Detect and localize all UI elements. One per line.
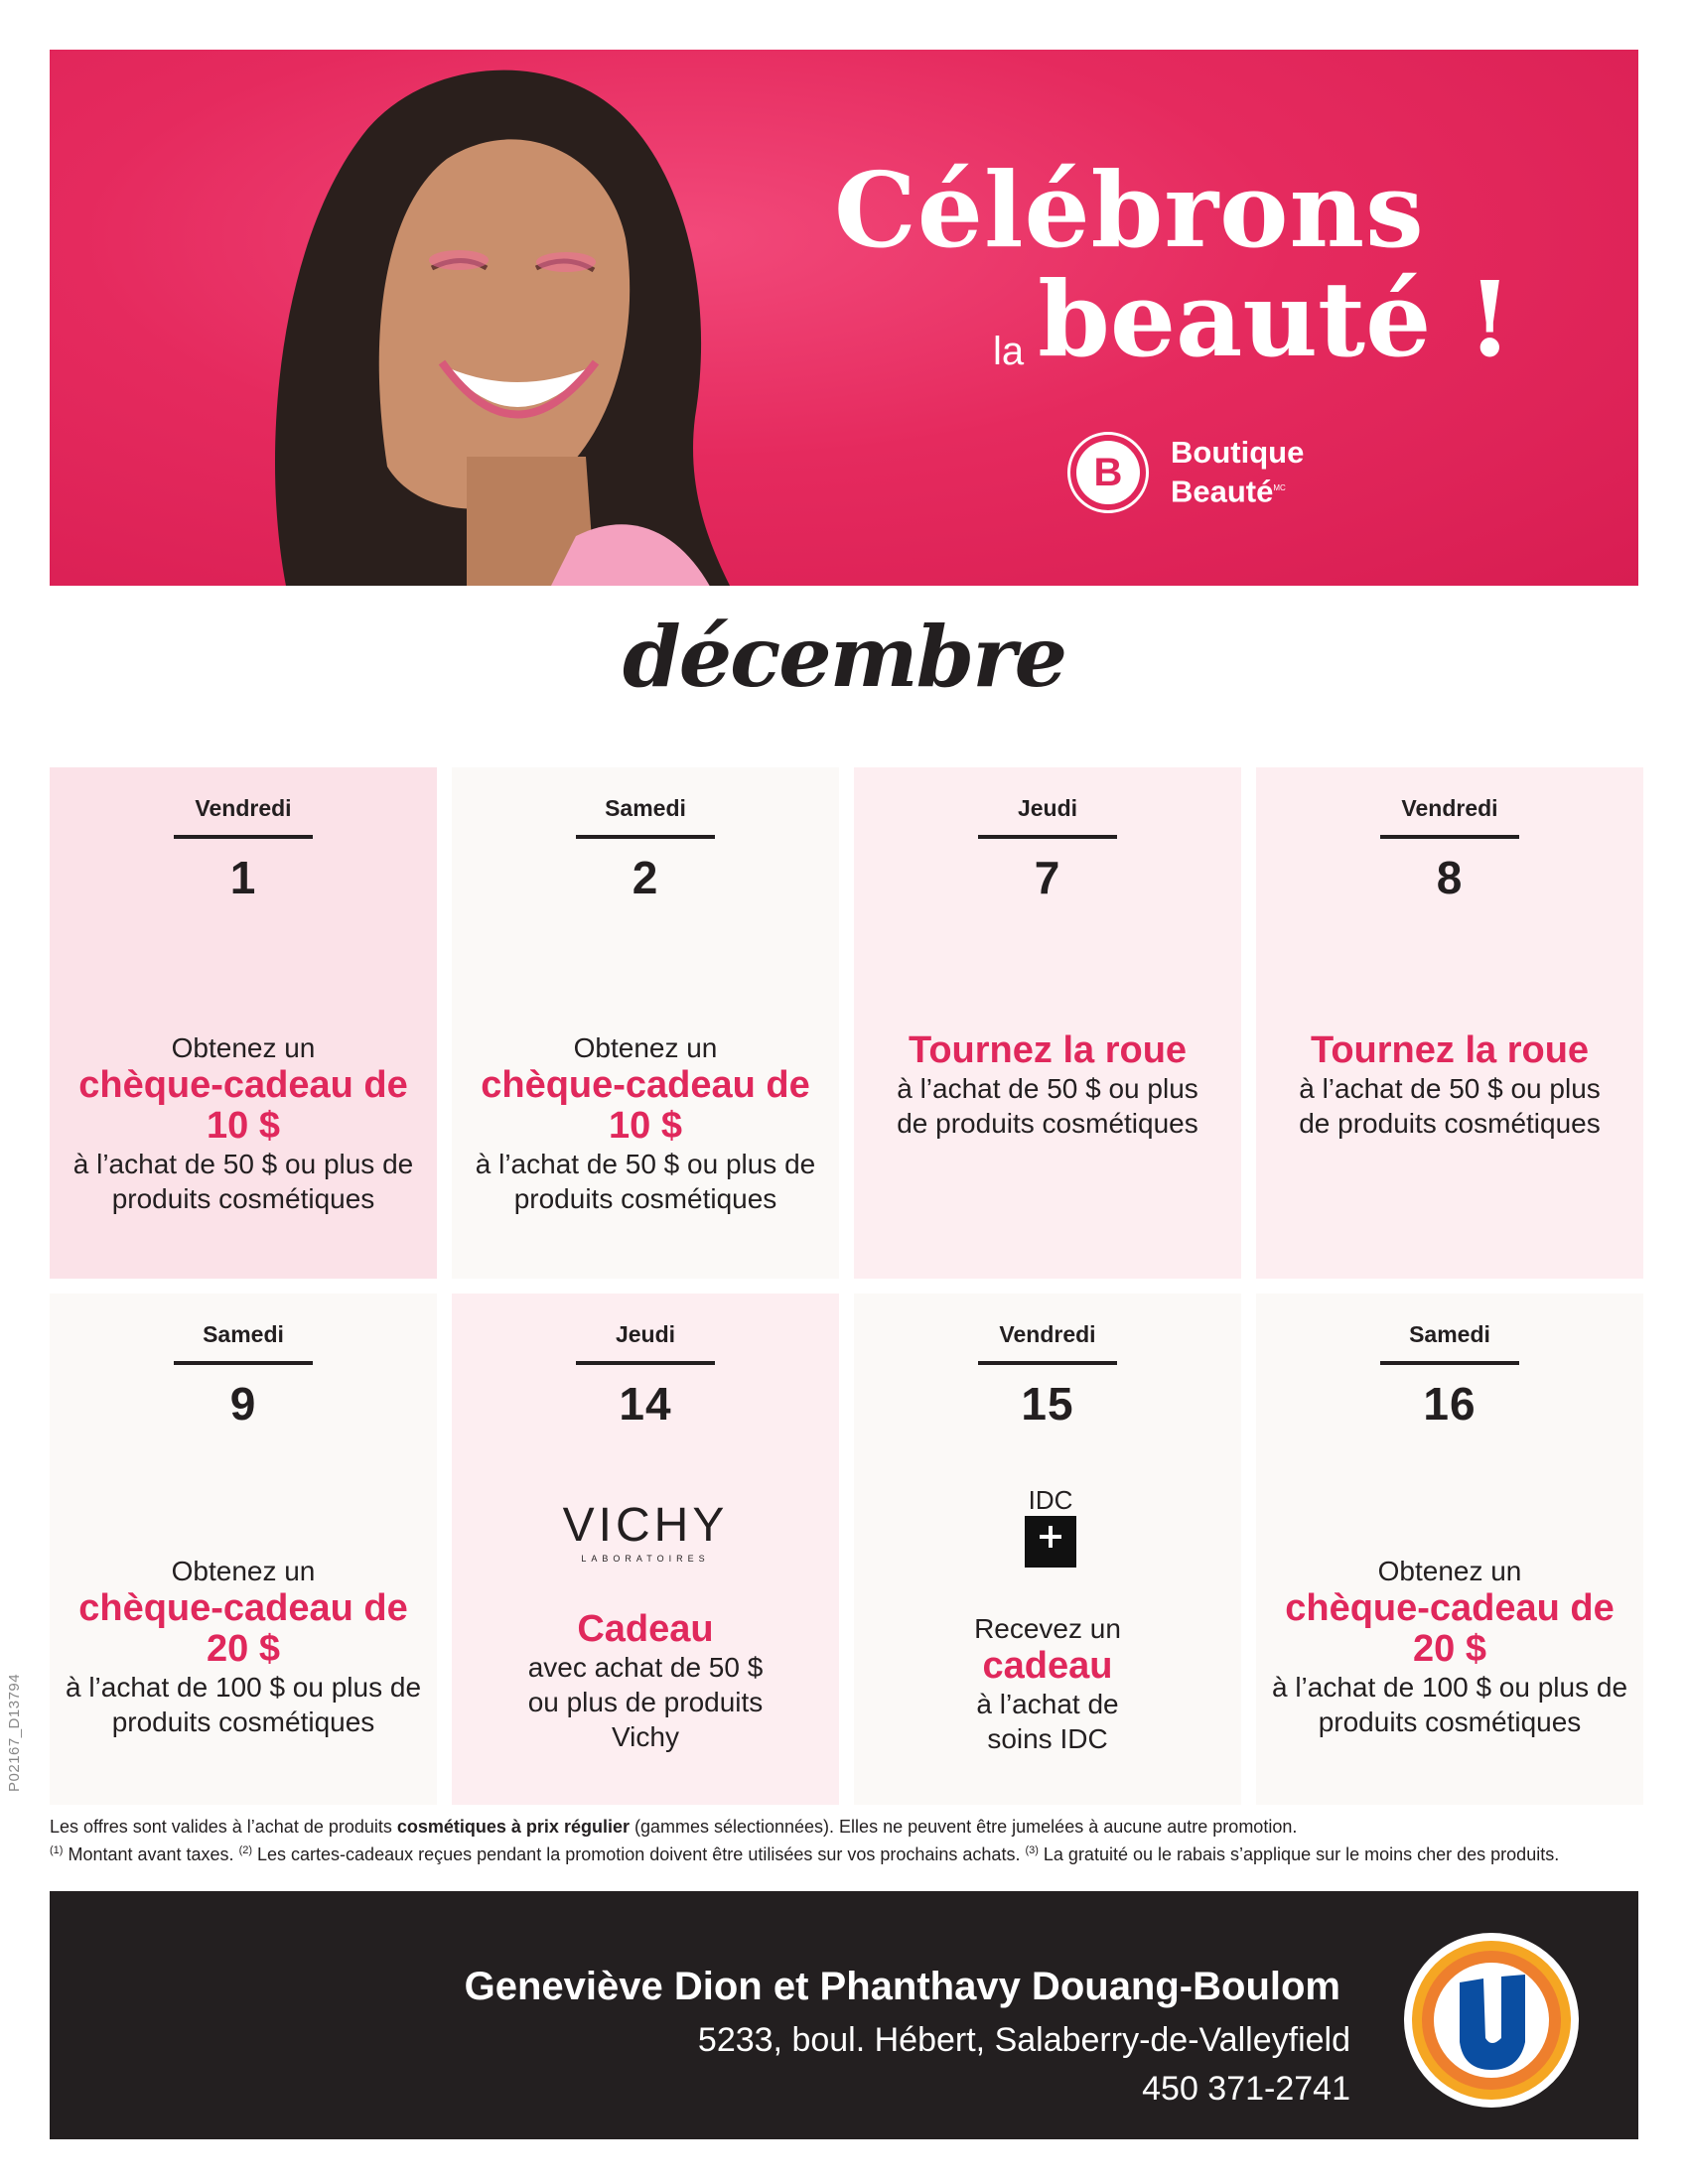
model-portrait-image	[218, 50, 774, 586]
day-number: 9	[229, 1378, 257, 1430]
calendar-cell	[854, 1294, 1241, 1805]
calendar-cell	[452, 1294, 839, 1805]
idc-logo	[1023, 1486, 1078, 1568]
weekday-label: Vendredi	[1401, 795, 1498, 821]
headline-beaute: beauté !	[1038, 258, 1513, 380]
footnote-text: Les cartes-cadeaux reçues pendant la promotion doivent être utilisées sur vos prochains achats.	[252, 1844, 1026, 1864]
offer-highlight: Tournez la roue	[908, 1029, 1188, 1071]
calendar-cell	[50, 1294, 437, 1805]
headline-la: la	[993, 329, 1025, 373]
headline-line-1: Célébrons	[834, 149, 1425, 271]
calendar-cell	[452, 767, 839, 1279]
offer-lead: Recevez un	[974, 1613, 1121, 1644]
divider	[1380, 1361, 1519, 1365]
offer-lead: Obtenez un	[171, 1556, 316, 1586]
brand-name	[1171, 435, 1304, 509]
calendar-cell	[1256, 767, 1643, 1279]
month-title: décembre	[622, 608, 1066, 706]
fine-print-text: (gammes sélectionnées). Elles ne peuvent être jumelées à aucune autre promotion.	[629, 1817, 1298, 1837]
vichy-laboratoires: LABORATOIRES	[581, 1554, 710, 1564]
offer-lead: Obtenez un	[573, 1032, 718, 1063]
store-owners: Geneviève Dion et Phanthavy Douang-Boulom	[464, 1965, 1340, 2008]
offer-details: à l’achat de 100 $ ou plus de produits cosmétiques	[65, 1672, 422, 1737]
headline-line-2	[834, 258, 1529, 380]
offer-text	[511, 1609, 779, 1754]
divider	[576, 1361, 715, 1365]
footnote-text: Montant avant taxes.	[63, 1844, 239, 1864]
offer-text	[894, 1030, 1201, 1141]
weekday-label: Samedi	[203, 1321, 284, 1347]
uniprix-u-logo-icon	[1402, 1931, 1581, 2110]
offer-highlight: Cadeau	[577, 1608, 714, 1650]
day-number: 7	[1034, 852, 1061, 903]
divider	[978, 1361, 1117, 1365]
brand-badge-icon	[1067, 432, 1149, 513]
offer-details: à l’achat de 100 $ ou plus de produits cosmétiques	[1271, 1672, 1628, 1737]
offer-highlight: cadeau	[982, 1645, 1113, 1687]
footnote-marker: (3)	[1025, 1844, 1039, 1856]
calendar-cell	[1256, 1294, 1643, 1805]
brand-line-2: Beauté	[1171, 474, 1274, 509]
divider	[174, 835, 313, 839]
offer-lead: Obtenez un	[1377, 1556, 1522, 1586]
day-number: 1	[229, 852, 257, 903]
fine-print	[50, 1815, 1618, 1866]
hero-banner	[50, 50, 1638, 586]
footnote-marker: (2)	[238, 1844, 253, 1856]
offer-text	[60, 1030, 427, 1216]
calendar-cell	[50, 767, 437, 1279]
offer-details: à l’achat de 50 $ ou plus de produits cosmétiques	[475, 1149, 816, 1214]
headline	[834, 149, 1529, 380]
boutique-beaute-logo	[1067, 432, 1304, 513]
divider	[1380, 835, 1519, 839]
offer-text	[60, 1554, 427, 1739]
day-number: 16	[1423, 1378, 1477, 1430]
document-code: P02167_D13794	[6, 1673, 23, 1792]
store-footer	[50, 1891, 1638, 2139]
offer-lead: Obtenez un	[171, 1032, 316, 1063]
offer-details: à l’achat de 50 $ ou plus de produits cosmétiques	[897, 1073, 1198, 1139]
idc-plus-icon	[1025, 1516, 1076, 1568]
footnote-marker: (1)	[50, 1844, 64, 1856]
day-number: 15	[1021, 1378, 1074, 1430]
fine-print-bold: cosmétiques à prix régulier	[396, 1817, 630, 1837]
offer-text	[1296, 1030, 1604, 1141]
offer-text	[1266, 1554, 1633, 1739]
weekday-label: Jeudi	[615, 1321, 676, 1347]
weekday-label: Samedi	[1409, 1321, 1490, 1347]
offer-highlight: chèque-cadeau de 20 $	[78, 1587, 408, 1670]
weekday-label: Samedi	[605, 795, 686, 821]
divider	[174, 1361, 313, 1365]
brand-mark: MC	[1273, 483, 1286, 493]
calendar-cell	[854, 767, 1241, 1279]
weekday-label: Vendredi	[195, 795, 292, 821]
store-address: 5233, boul. Hébert, Salaberry-de-Valleyfield	[697, 2021, 1350, 2059]
footnote-text: La gratuité ou le rabais s’applique sur le moins cher des produits.	[1038, 1844, 1560, 1864]
offer-highlight: chèque-cadeau de 10 $	[78, 1064, 408, 1147]
vichy-logo	[452, 1499, 839, 1564]
offer-highlight: chèque-cadeau de 20 $	[1285, 1587, 1615, 1670]
divider	[978, 835, 1117, 839]
offer-highlight: chèque-cadeau de 10 $	[481, 1064, 810, 1147]
brand-line-1: Boutique	[1171, 435, 1305, 471]
weekday-label: Vendredi	[999, 1321, 1096, 1347]
offer-details: avec achat de 50 $ ou plus de produits Vichy	[527, 1652, 764, 1752]
day-number: 8	[1436, 852, 1464, 903]
brand-initial: B	[1076, 441, 1140, 504]
offer-details: à l’achat de 50 $ ou plus de produits cosmétiques	[1299, 1073, 1601, 1139]
fine-print-text: Les offres sont valides à l’achat de produits	[50, 1817, 397, 1837]
offer-text	[943, 1611, 1152, 1756]
idc-wordmark: IDC	[1028, 1485, 1073, 1515]
offer-text	[462, 1030, 829, 1216]
weekday-label: Jeudi	[1017, 795, 1078, 821]
divider	[576, 835, 715, 839]
store-phone: 450 371-2741	[1142, 2070, 1350, 2108]
day-number: 2	[632, 852, 659, 903]
vichy-wordmark: VICHY	[562, 1499, 729, 1552]
offer-details: à l’achat de soins IDC	[976, 1689, 1119, 1754]
offer-highlight: Tournez la roue	[1310, 1029, 1590, 1071]
offer-details: à l’achat de 50 $ ou plus de produits cosmétiques	[72, 1149, 414, 1214]
day-number: 14	[619, 1378, 672, 1430]
